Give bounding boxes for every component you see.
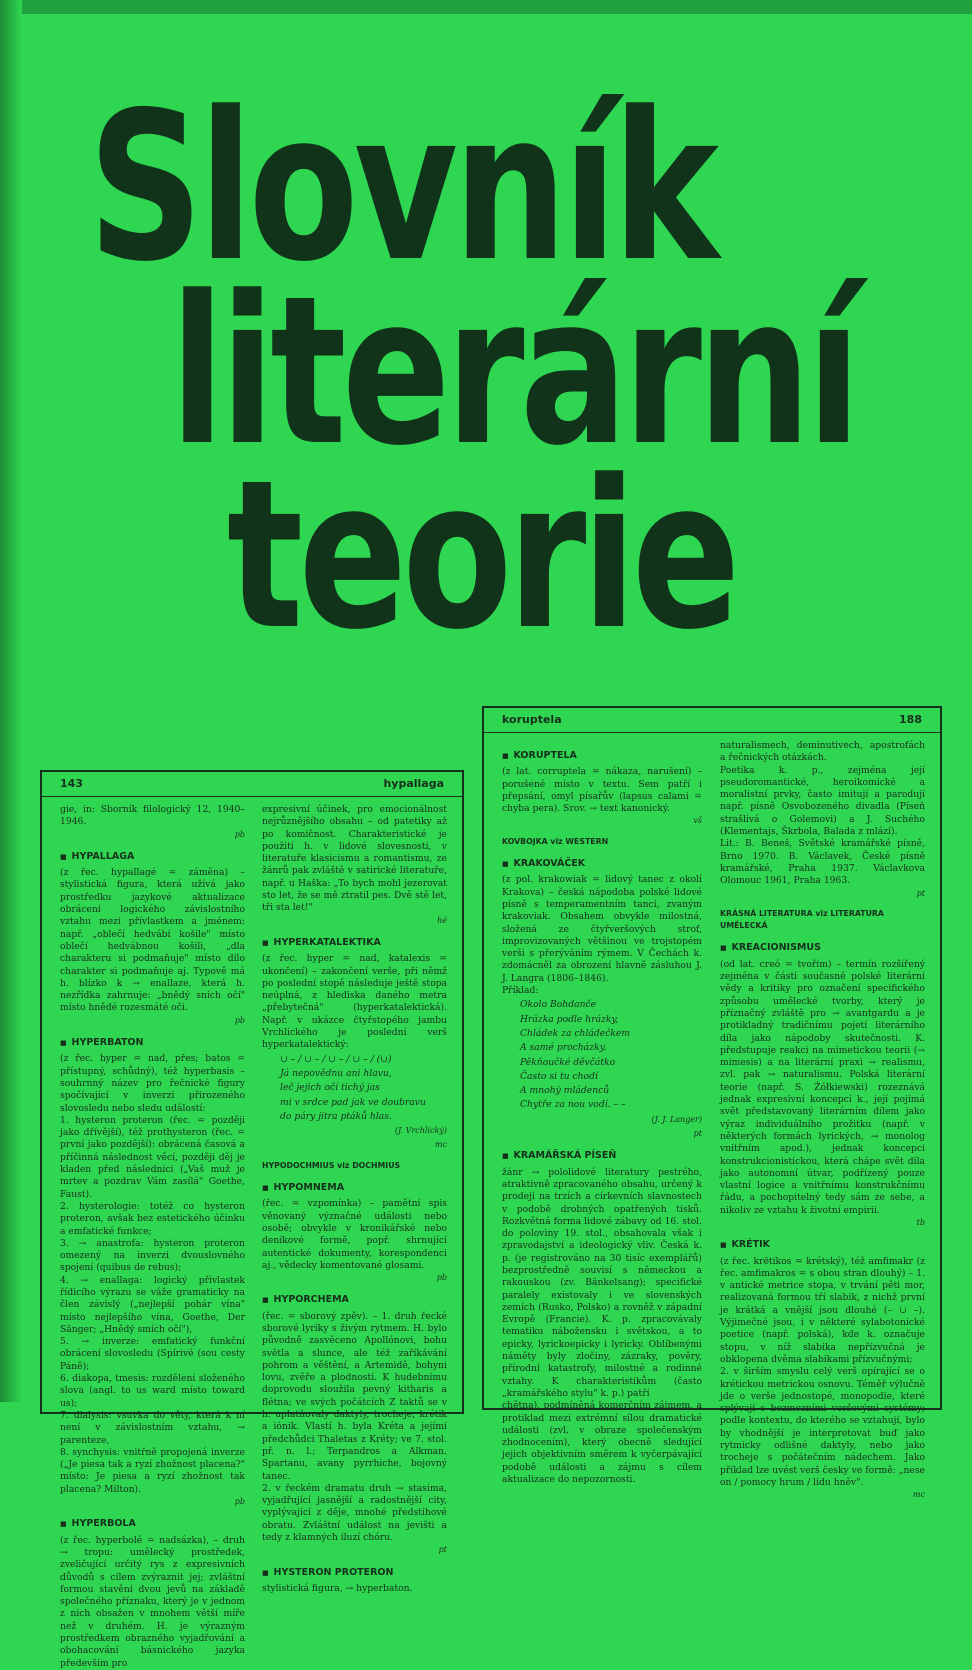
entry-text: (z řec. hyper = nad, katalexis = ukončení) – zakončení verše, při němž po poslední stopě následuje ještě stopa neúplná, z hlediska daného metra „přebytečná" (hyperkatalektická). Např. v ukázce čtyřstopého jambu Vrchlického je poslední verš hyperkatalektický: [262,953,447,1051]
verse-line: ∪ – / ∪ – / ∪ – / ∪ – / (∪) [280,1053,392,1065]
verse-line: A samé procházky. [520,1042,607,1054]
cross-reference: HYPODOCHMIUS viz DOCHMIUS [262,1160,401,1170]
verse-line: leč jejich očí tichý jas [280,1082,380,1094]
page-number: 188 [899,713,922,726]
running-head: hypallaga [383,777,444,790]
entry-text: chětna), podmíněná komerčním zájmem, a protiklad mezi extrémní sílou dramatické události (zvl. v obraze společenským zhodnocením), který obecně sledující jejich objektivním směrem k vyčerpávající podobě události a zájmu s cílem aktualizace do nepozornosti. [502,1400,702,1486]
entry-text: stylistická figura, → hyperbaton. [262,1582,413,1594]
author-signature: tb [916,1217,925,1227]
entry-text: 8. synchysis: vnitřně propojená inverze („Je piesa tak a ryzí zhožnost placena?" místo: Je piesa a ryzí zhožnost tak placena? Milton). [60,1446,245,1495]
entry-headword: ■ HYPERKATALEKTIKA [262,937,447,949]
verse-line: Pěkňoučké děvčátko [520,1056,616,1068]
author-signature: hé [437,915,447,925]
entry-text: (z řec. hyper = nad, přes; batos = přístupný, schůdný), též hyperbasis – souhrnný název pro řečnické figury spočívající v inverzi přirozeného slovosledu nebo sledu událostí: [60,1053,245,1114]
running-head: koruptela [502,713,562,726]
dictionary-page-right [482,706,942,1500]
author-signature: pt [693,1129,702,1139]
verse-line: mi v srdce pad jak ve doubravu [280,1096,426,1108]
entry-headword: ■ KRAMÁŘSKÁ PÍSEŇ [502,1150,702,1162]
verse-line: Chytře za nou vodí. – – [520,1099,626,1111]
entry-headword: ■ HYPERBOLA [60,1518,245,1530]
page-number: 143 [60,777,83,790]
cover-spine-shadow [0,0,22,1402]
entry-headword: ■ HYPOMNEMA [262,1182,447,1194]
entry-text: expresivní účinek, pro emocionálnost nejrůznějšího obsahu – od patetiky až po komičnost. Charakteristické je použití h. v lidové slovesnosti, v literatuře klasicismu a romantismu, ze žánrů pak zvláště v satirické literatuře, např. u Haška: „To bych mohl jezerovat sto let, že se mě ztratil pes. Dvě stě let, tři sta let!" [262,804,447,914]
entry-text: (z řec. hyperbolé = nadsázka), – druh → tropu: umělecký prostředek, zveličující určitý rys z expresivních důvodů s cílem zvýraznit jej; zvláštní formou stavění dvou jevů na základě společného příznaku, který je v jednom z nich obsažen v mnohem větší míře než v druhém. H. je výrazným prostředkem obrazného vyjadřování a obohacování básnického jazyka především pro [60,1534,245,1669]
entry-text: (z lat. corruptela = nákaza, narušení) – porušené místo v textu. Sem patří i přepsání, omyl písařův (lapsus calami = chyba pera). Srov. → text kanonický. [502,766,702,815]
text-column-2 [262,804,447,1594]
entry-text: Poetika k. p., zejména její pseudoromantické, heroikomické a moralistní prvky, často imitují a parodují např. písně Osvobozeného divadla (Píseň strašlivá o Golemovi) a J. Suchého (Klementajs, Škrbola, Balada z mlází). [720,764,925,838]
entry-text: (od lat. creó = tvořím) – termín rozšířený zejména v části současné polské literární vědy a kritiky pro označení specifického způsobu umělecké tvorby, který je příznačný zvláště pro → avantgardu a je protikladný tradičnímu pojetí literárního díla jako nápodoby skutečnosti. K. předstupuje reakci na mimetickou teorii (→ mimesis) a na literární praxi → realismu, zvl. pak → naturalismu. Polská literární teorie (např. S. Żółkiewski) rozeznává jednak expresivní koncepci k., její pojímá svět představovaný literárním dílem jako výraz individuálního prožitku (např. v některých formách lyrických, → monolog vnitřním apod.), jednak koncepci konstrukcionistickou, která chápe svět díla jako autonomní útvar, podřízený pouze vlastní logice a vnitřnímu konstrukčnímu řádu, a pochopitelný tedy sám ze sebe, a nikoliv ze vztahu k životní empirii. [720,958,925,1216]
page-header [484,708,940,733]
page-header [42,772,462,797]
entry-headword: ■ KORUPTELA [502,750,702,762]
entry-text: (řec. = sborový zpěv). – 1. druh řecké sborové lyriky s živým rytmem. H. bylo původně zasvěceno Apollónovi, bohu světla a slunce, ale též zaříkávání pohrom a věštění, a Artemidě, bohyni lovu, zvěře a plodnosti. K hudebnímu doprovodu sloužila pevný kitharis a flétna; ve svých počátcích Z taktů se v h. uplatňovaly daktyly, trocheje, krétik a iónik. Vlastí h. byla Kréta a jejími předchůdci Thaletas z Kréty; ve 7. stol. př. n. l.; Terpandros a Alkman. Spartanu, avany pyrrhiche, bojovný tanec. [262,1310,447,1482]
text-column-1 [502,740,702,1486]
entry-text: (z řec. hypallagé = záměna) – stylistická figura, která užívá jako prostředku jazykové aktualizace obrácení logického závislostního vztahu mezi přívlastkem a jménem: např. „oblečí hedvábí košile" místo oblečí hedvábnou košili, „dla charakteru si podmaňuje" místo dílo charakter si podmaňuje aj. Typově má h. blízko k → enallaze, která h. nezřídka zahrnuje: „bnědý sních očí" místo hnědé rozesmáté oči. [60,867,245,1014]
title-line-3: teorie [226,437,736,675]
entry-text: 1. hysteron proteron (řec. = později jako dřívější), též prothysteron (řec. = první jako pozdější): obrácená časová a příčinná následnost věcí, později děj je kladen před následníci („Vaš muž je mrtev a pozdrav Vám zasílá" Goethe, Faust). [60,1114,245,1200]
entry-headword: ■ KREACIONISMUS [720,942,925,954]
entry-text: 6. diakopa, tmesis: rozdělení složeného slova (angl. to us ward místo toward us); [60,1373,245,1409]
entry-text: Lit.: B. Beneš, Světské kramářské písně, Brno 1970. B. Václavek, České písně kramářské, Praha 1937. Václavkova Olomouc 1961, Praha 1963. [720,838,925,887]
cross-reference: KRÁSNÁ LITERATURA viz LITERATURA UMĚLECKÁ [720,908,884,931]
verse-line: do páry jitra ptáků hlas. [280,1110,392,1122]
entry-text: žánr → pololidové literatury pestrého, atraktivně zpracovaného obsahu, určený k prodeji na trzích a církevních slavnostech v podobě drobných opatřených tisků. Rozkvětná forma lidové zábavy od 16. stol. do poloviny 19. stol., obsahovala však i zpravodajství a ideologický vliv. Česká k. p. (je registrováno na 30 tisíc exemplářů) bezprostředně souvisí s německou a rakouskou (zv. Bänkelsang); specifické paralely existovaly i ve slovenských zemích (Rusko, Polsko) a rovněž v západní Evropě (Francie). K. p. zpracovávaly tematiku nábožensku i světskou, a to epicky, lyrickoepicky i lyricky. Oblíbenými náměty byly zločiny, zázraky, pověry, přírodní katastrofy, milostné a rodinné vztahy. K charakteristikům (často „kramářského stylu" k. p.) patří [502,1166,702,1399]
entry-text: (řec. = vzpomínka) – pamětní spis věnovaný význačné události nebo osobě; obvykle v kronikářské nebo deníkové formě, popř. shrnující autentické dokumenty, korespondenci aj., vědecky komentované glosami. [262,1198,447,1271]
author-signature: (J. J. Langer) [651,1114,702,1124]
entry-text: 7. dialysis: vsuvka do věty, která k ní není v závislostním vztahu, → parenteze, [60,1409,245,1446]
text-column-2 [720,740,925,1500]
author-signature: mc [912,1490,925,1500]
entry-headword: ■ HYPERBATON [60,1037,245,1049]
author-signature: vš [693,816,702,826]
author-signature: pb [234,829,245,839]
author-signature: pb [234,1497,245,1507]
verse-line: Já nepovědnu ani hlavu, [280,1067,392,1079]
text-column-1 [60,804,245,1669]
entry-headword: ■ HYPALLAGA [60,851,245,863]
entry-headword: ■ HYSTERON PROTERON [262,1567,447,1579]
entry-text: Příklad: [502,985,539,997]
author-signature: (J. Vrchlický) [394,1126,447,1136]
author-signature: pb [436,1273,447,1283]
cross-reference: KOVBOJKA viz WESTERN [502,836,609,846]
title-line-1: Slovník [88,69,715,307]
entry-text: 4. → enallaga: logický přívlastek řídicího výrazu se váže gramaticky na člen závislý („nejlepší pohár vína" místo nejlepšího vína, Goethe, Der Sänger; „Hnědý smích očí"), [60,1274,245,1335]
entry-headword: ■ HYPORCHEMA [262,1294,447,1306]
entry-text: 3. → anastrofa: hysteron proteron omezený na inverzi dvouslovného spojení (quibus de rebus); [60,1237,245,1274]
entry-headword: ■ KRÉTIK [720,1239,925,1251]
verse-line: A mnohý mládenců [520,1085,610,1097]
entry-text: 5. → inverze: emfatický funkční obrácení slovosledu (Spírivé (sou cesty Páně); [60,1336,245,1372]
entry-headword: ■ KRAKOVÁČEK [502,858,702,870]
dictionary-page-left [40,770,464,1669]
entry-text: (z pol. krakowiak = lidový tanec z okolí Krakova) – česká nápodoba polské lidové písně s temperamentním tancí, zvaným krakoviak. Obsahem obvykle milostná, složená ze čtyřveršových strof, improvizovaných většinou ve trojstopém verši s přerýváním rýmem. V Čechách k. zdomácněl za obrození hlavně zásluhou J. J. Langra (1806–1846). [502,874,702,984]
entry-text: 2. v širším smyslu celý verš opírající se o krétickou metrickou osnovu. Téměř výlučně jde o verše jednostopé, monopodie, které splývají s bezmezními verševými systémy; podle kontextu, do kterého se vztahují, bylo by vhodnější je interpretovat buď jako rytmicky odlišné daktyly, nebo jako trocheje s počátečním nádechem. Jako příklad lze uvést verš česky ve formě: „nese on / pomocy hrum / lidu hněv". [720,1366,925,1488]
entry-text: 2. hysterologie: totéž co hysteron proteron, avšak bez estetického účinku a emfatické funkce; [60,1200,245,1237]
author-signature: pt [916,888,925,898]
cover-top-edge [0,0,972,14]
entry-text: 2. v řeckém dramatu druh → stasima, vyjadřující jasnější a radostnější city, vyplývající z děje, mnohé předstihové obratu. Zvláštní událost na jevišti a tedy z klamných iluzí chóru. [262,1482,447,1544]
verse-line: Chládek za chládečkem [520,1027,631,1039]
entry-text: gie, in: Sborník filologický 12, 1940–1946. [60,804,245,828]
author-signature: pt [438,1545,447,1555]
entry-text: naturalismech, deminutivech, apostrofách a řečnických otázkách. [720,740,925,764]
title-line-2: literární [169,253,857,491]
author-signature: pb [234,1015,245,1025]
verse-line: Okolo Bohdanče [520,999,597,1011]
verse-line: Často si tu chodí [520,1070,598,1082]
verse-line: Hrázka podle hrázky, [520,1013,619,1025]
entry-text: (z řec. krētikos = krétský), též amfimakr (z řec. amfimakros = s obou stran dlouhý) – 1. v antické metrice stopa, v trvání pěti mor, realizovaná formou tří slabik, z nichž první je krátká a vnější jsou dlouhé (– ∪ –). Výjimečné jsou, i v některé sylabotonické poetice (např. polská), kde k. označuje stopu, v níž slabika nepřízvučná je obklopena dvěma slabikami přízvučnými; [720,1255,925,1365]
book-title [88,69,857,675]
author-signature: mc [434,1140,447,1150]
